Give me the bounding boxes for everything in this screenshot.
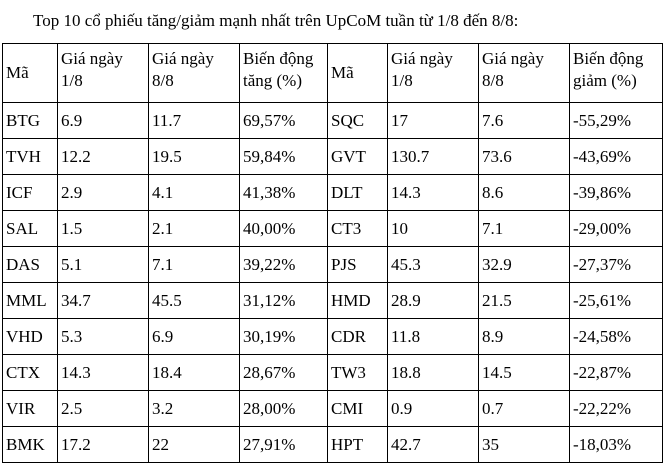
cell-down-code: CDR xyxy=(328,319,388,355)
cell-up-price-1-8: 17.2 xyxy=(58,427,149,463)
cell-up-price-8-8: 45.5 xyxy=(149,283,240,319)
cell-down-code: DLT xyxy=(328,175,388,211)
document-title: Top 10 cổ phiếu tăng/giảm mạnh nhất trên UpCoM tuần từ 1/8 đến 8/8: xyxy=(33,11,519,30)
table-row xyxy=(3,319,663,355)
cell-up-change: 30,19% xyxy=(240,319,328,355)
cell-up-code: MML xyxy=(3,283,58,319)
header-price-8-8-right xyxy=(479,44,570,103)
cell-down-price-1-8: 42.7 xyxy=(388,427,479,463)
cell-down-change: -22,22% xyxy=(570,391,663,427)
cell-down-price-1-8: 14.3 xyxy=(388,175,479,211)
table-row xyxy=(3,247,663,283)
cell-down-price-1-8: 17 xyxy=(388,103,479,139)
cell-down-price-8-8: 8.6 xyxy=(479,175,570,211)
cell-up-price-8-8: 6.9 xyxy=(149,319,240,355)
cell-up-change: 40,00% xyxy=(240,211,328,247)
cell-up-price-1-8: 5.3 xyxy=(58,319,149,355)
cell-up-change: 31,12% xyxy=(240,283,328,319)
cell-up-code: BTG xyxy=(3,103,58,139)
cell-up-price-8-8: 2.1 xyxy=(149,211,240,247)
table-row xyxy=(3,103,663,139)
cell-down-code: HPT xyxy=(328,427,388,463)
header-line: tăng (%) xyxy=(243,71,303,90)
cell-up-price-1-8: 12.2 xyxy=(58,139,149,175)
cell-down-price-1-8: 11.8 xyxy=(388,319,479,355)
cell-up-price-8-8: 4.1 xyxy=(149,175,240,211)
table-row xyxy=(3,211,663,247)
cell-down-price-1-8: 0.9 xyxy=(388,391,479,427)
cell-down-code: TW3 xyxy=(328,355,388,391)
cell-up-code: VIR xyxy=(3,391,58,427)
cell-up-price-1-8: 14.3 xyxy=(58,355,149,391)
cell-up-price-8-8: 3.2 xyxy=(149,391,240,427)
cell-down-code: PJS xyxy=(328,247,388,283)
header-change-up xyxy=(240,44,328,103)
cell-up-code: ICF xyxy=(3,175,58,211)
cell-up-change: 28,67% xyxy=(240,355,328,391)
cell-up-change: 28,00% xyxy=(240,391,328,427)
cell-down-change: -55,29% xyxy=(570,103,663,139)
cell-up-code: VHD xyxy=(3,319,58,355)
cell-down-price-8-8: 7.1 xyxy=(479,211,570,247)
header-line: 8/8 xyxy=(482,71,504,90)
cell-down-change: -43,69% xyxy=(570,139,663,175)
cell-down-change: -22,87% xyxy=(570,355,663,391)
cell-down-code: CT3 xyxy=(328,211,388,247)
cell-down-price-1-8: 130.7 xyxy=(388,139,479,175)
cell-down-price-8-8: 73.6 xyxy=(479,139,570,175)
cell-up-price-1-8: 2.5 xyxy=(58,391,149,427)
header-line: 1/8 xyxy=(61,71,83,90)
cell-down-price-8-8: 32.9 xyxy=(479,247,570,283)
cell-down-price-8-8: 8.9 xyxy=(479,319,570,355)
cell-up-price-1-8: 5.1 xyxy=(58,247,149,283)
header-ma-right: Mã xyxy=(328,44,388,103)
header-line: 8/8 xyxy=(152,71,174,90)
stock-table xyxy=(2,43,663,463)
cell-down-price-1-8: 10 xyxy=(388,211,479,247)
cell-down-price-8-8: 0.7 xyxy=(479,391,570,427)
table-row xyxy=(3,175,663,211)
header-price-1-8-right xyxy=(388,44,479,103)
cell-down-change: -25,61% xyxy=(570,283,663,319)
header-line: giảm (%) xyxy=(573,71,637,90)
cell-down-price-1-8: 18.8 xyxy=(388,355,479,391)
cell-down-change: -27,37% xyxy=(570,247,663,283)
cell-down-change: -39,86% xyxy=(570,175,663,211)
cell-up-code: TVH xyxy=(3,139,58,175)
cell-down-price-1-8: 45.3 xyxy=(388,247,479,283)
table-header-row xyxy=(3,44,663,103)
cell-up-price-8-8: 19.5 xyxy=(149,139,240,175)
table-row xyxy=(3,139,663,175)
cell-up-price-1-8: 6.9 xyxy=(58,103,149,139)
cell-down-price-8-8: 14.5 xyxy=(479,355,570,391)
cell-up-change: 59,84% xyxy=(240,139,328,175)
cell-down-code: CMI xyxy=(328,391,388,427)
cell-up-price-8-8: 22 xyxy=(149,427,240,463)
cell-up-code: CTX xyxy=(3,355,58,391)
table-row xyxy=(3,283,663,319)
header-line: Giá ngày xyxy=(391,49,453,68)
header-line: 1/8 xyxy=(391,71,413,90)
cell-down-price-8-8: 7.6 xyxy=(479,103,570,139)
cell-up-change: 39,22% xyxy=(240,247,328,283)
cell-up-code: SAL xyxy=(3,211,58,247)
header-line: Biến động xyxy=(243,49,314,68)
cell-up-price-1-8: 1.5 xyxy=(58,211,149,247)
cell-up-price-1-8: 34.7 xyxy=(58,283,149,319)
header-line: Giá ngày xyxy=(482,49,544,68)
header-price-8-8-left xyxy=(149,44,240,103)
cell-down-change: -18,03% xyxy=(570,427,663,463)
header-line: Giá ngày xyxy=(152,49,214,68)
cell-down-code: HMD xyxy=(328,283,388,319)
cell-down-code: GVT xyxy=(328,139,388,175)
cell-down-price-8-8: 35 xyxy=(479,427,570,463)
cell-down-price-1-8: 28.9 xyxy=(388,283,479,319)
header-change-down xyxy=(570,44,663,103)
cell-down-change: -29,00% xyxy=(570,211,663,247)
header-ma-left: Mã xyxy=(3,44,58,103)
cell-up-price-8-8: 7.1 xyxy=(149,247,240,283)
header-line: Biến động xyxy=(573,49,644,68)
cell-down-code: SQC xyxy=(328,103,388,139)
table-row xyxy=(3,391,663,427)
cell-up-code: BMK xyxy=(3,427,58,463)
cell-up-price-8-8: 18.4 xyxy=(149,355,240,391)
cell-down-change: -24,58% xyxy=(570,319,663,355)
cell-down-price-8-8: 21.5 xyxy=(479,283,570,319)
header-price-1-8-left xyxy=(58,44,149,103)
table-row xyxy=(3,427,663,463)
cell-up-price-1-8: 2.9 xyxy=(58,175,149,211)
header-line: Giá ngày xyxy=(61,49,123,68)
cell-up-change: 27,91% xyxy=(240,427,328,463)
cell-up-change: 41,38% xyxy=(240,175,328,211)
table-row xyxy=(3,355,663,391)
cell-up-change: 69,57% xyxy=(240,103,328,139)
cell-up-code: DAS xyxy=(3,247,58,283)
cell-up-price-8-8: 11.7 xyxy=(149,103,240,139)
